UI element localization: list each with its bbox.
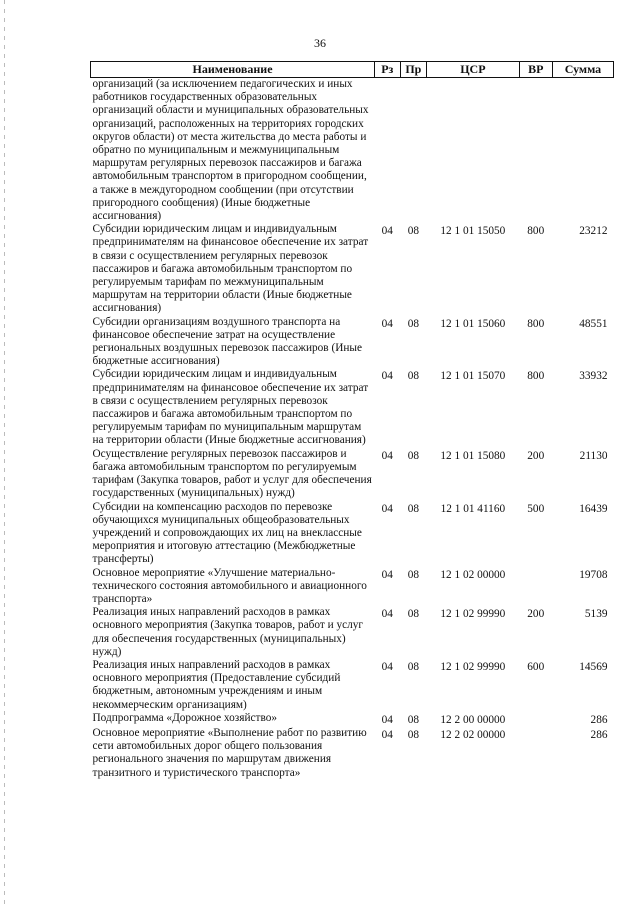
cell-rz: 04 [381,660,393,673]
cell-pr: 08 [407,225,419,238]
cell-sum: 5139 [584,608,608,621]
header-pr: Пр [400,62,427,78]
cell-csr [427,78,519,224]
cell-rz: 04 [381,608,393,621]
cell-vr [519,712,552,727]
cell-rz [375,78,401,224]
header-vr: ВР [519,62,552,78]
cell-pr: 08 [407,713,419,726]
cell-vr: 800 [527,370,545,383]
cell-name: Осуществление регулярных перевозок пассажиров и багажа автомобильным транспортом по регулируемым тарифам (Закупка товаров, работ и услуг для обеспечения государственных (муниципальных) нужд) [92,447,372,500]
table-row [91,501,614,567]
table-row [91,606,614,659]
cell-rz: 04 [381,225,393,238]
cell-name: Реализация иных направлений расходов в рамках основного мероприятия (Закупка товаров, работ и услуг для обеспечения государственных (муниципальных) нужд) [92,606,364,658]
cell-csr: 12 2 02 00000 [440,728,506,741]
cell-sum: 48551 [579,317,608,330]
cell-name: Реализация иных направлений расходов в рамках основного мероприятия (Предоставление субсидий бюджетным, автономным учреждениям и иным некоммерческим организациям) [92,658,341,711]
header-sum: Сумма [552,62,613,78]
cell-csr: 12 2 00 00000 [440,713,506,726]
cell-rz: 04 [381,728,393,741]
cell-pr: 08 [407,568,419,581]
cell-csr: 12 1 01 15070 [440,370,506,383]
cell-rz: 04 [381,317,393,330]
cell-rz: 04 [381,449,393,462]
cell-pr: 08 [407,728,419,741]
cell-csr: 12 1 01 15080 [440,449,506,462]
cell-csr: 12 1 02 00000 [440,568,506,581]
cell-csr: 12 1 01 41160 [440,502,506,515]
table-row [91,567,614,607]
cell-name: организаций (за исключением педагогических и иных работников государственных образовательных организаций области и муниципальных образовательных организаций, расположенных на территориях городских округов области) от места жительства до места работы и обратно по муниципальным и межмуниципальным маршрутам регулярных перевозок пассажиров и багажа автомобильным транспортом в пригородном сообщении, а также в междугородном сообщении (при отсутствии пригородного сообщения) (Иные бюджетные ассигнования) [92,78,369,223]
cell-rz: 04 [381,370,393,383]
table-row [91,712,614,727]
table-row [91,659,614,712]
cell-csr: 12 1 02 99990 [440,660,506,673]
table-row [91,223,614,315]
cell-name: Основное мероприятие «Выполнение работ по развитию сети автомобильных дорог общего пользования регионального значения по маршрутам движения транзитного и туристического транспорта» [92,726,367,779]
cell-sum: 14569 [579,660,608,673]
budget-table [90,61,614,780]
cell-vr: 200 [527,608,545,621]
cell-sum: 19708 [579,568,608,581]
cell-csr: 12 1 01 15050 [440,225,506,238]
header-csr: ЦСР [427,62,519,78]
cell-sum: 286 [590,728,608,741]
cell-pr: 08 [407,502,419,515]
cell-sum: 33932 [579,370,608,383]
table-header [91,62,614,78]
cell-csr: 12 1 02 99990 [440,608,506,621]
cell-pr: 08 [407,317,419,330]
table-row [91,78,614,224]
cell-name: Субсидии юридическим лицам и индивидуальным предпринимателям на финансовое обеспечение их затрат в связи с осуществлением регулярных перевозок пассажиров и багажа автомобильным транспортом по регулируемым тарифам по межмуниципальным маршрутам на территории области (Иные бюджетные ассигнования) [92,223,369,315]
cell-name: Подпрограмма «Дорожное хозяйство» [92,711,277,724]
header-name: Наименование [91,62,375,78]
cell-pr: 08 [407,449,419,462]
table-row [91,316,614,369]
scan-edge [4,0,5,905]
cell-vr: 600 [527,660,545,673]
cell-pr [400,78,427,224]
table-row [91,727,614,780]
cell-name: Субсидии на компенсацию расходов по перевозке обучающихся муниципальных общеобразовательных учреждений и сопровождающих их лиц на внеклассные мероприятия и итоговую аттестацию (Межбюджетные трансферты) [92,500,362,566]
cell-sum: 16439 [579,502,608,515]
cell-vr [519,567,552,607]
cell-rz: 04 [381,713,393,726]
cell-pr: 08 [407,370,419,383]
header-rz: Рз [375,62,401,78]
cell-rz: 04 [381,568,393,581]
cell-vr: 200 [527,449,545,462]
cell-vr: 500 [527,502,545,515]
cell-name: Основное мероприятие «Улучшение материально-технического состояния автомобильного и авиационного транспорта» [92,566,367,605]
cell-rz: 04 [381,502,393,515]
cell-sum: 21130 [579,449,608,462]
cell-vr [519,78,552,224]
cell-sum: 286 [590,713,608,726]
cell-pr: 08 [407,608,419,621]
cell-csr: 12 1 01 15060 [440,317,506,330]
cell-name: Субсидии юридическим лицам и индивидуальным предпринимателям на финансовое обеспечение их затрат в связи с осуществлением регулярных перевозок пассажиров и багажа автомобильным транспортом по регулируемым тарифам по муниципальным маршрутам на территории области (Иные бюджетные ассигнования) [92,368,369,447]
cell-sum: 23212 [579,225,608,238]
cell-vr: 800 [527,225,545,238]
cell-pr: 08 [407,660,419,673]
table-row [91,368,614,447]
table-row [91,448,614,501]
cell-vr: 800 [527,317,545,330]
cell-vr [519,727,552,780]
cell-sum [552,78,613,224]
page-number: 36 [314,36,326,50]
cell-name: Субсидии организациям воздушного транспорта на финансовое обеспечение затрат на осуществление региональных воздушных перевозок пассажиров (Иные бюджетные ассигнования) [92,315,363,368]
